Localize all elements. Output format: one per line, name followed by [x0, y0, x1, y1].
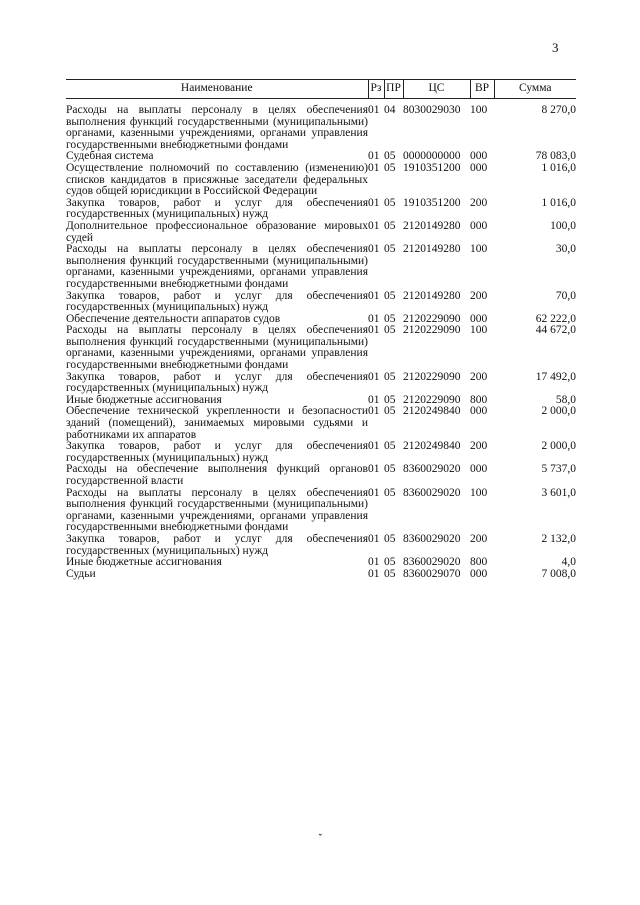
row-pr: 05	[384, 243, 396, 256]
table-row	[66, 221, 576, 244]
table-row	[66, 534, 576, 557]
row-pr: 05	[384, 556, 396, 569]
row-vr: 000	[470, 219, 488, 232]
budget-table	[66, 79, 576, 580]
row-name: Судебная система	[66, 150, 154, 163]
table-row	[66, 569, 576, 581]
row-cs: 0000000000	[403, 150, 461, 163]
row-vr: 800	[470, 556, 488, 569]
row-sum: 4,0	[561, 556, 576, 569]
row-vr: 000	[470, 567, 488, 580]
row-sum: 78 083,0	[535, 150, 576, 163]
row-cs: 2120229090	[403, 312, 461, 325]
row-cs: 2120149280	[403, 243, 461, 256]
row-rz: 01	[368, 405, 380, 418]
row-name: Расходы на выплаты персоналу в целях обеспечения выполнения функций государственными (муниципальными) органами, казенными учреждениями, органами управления государственными внебюджетными фондами	[66, 104, 368, 151]
row-cs: 8360029020	[403, 532, 461, 545]
row-vr: 000	[470, 312, 488, 325]
row-cs: 2120249840	[403, 405, 461, 418]
table-row	[66, 406, 576, 441]
row-name: Иные бюджетные ассигнования	[66, 556, 222, 569]
row-pr: 05	[384, 312, 396, 325]
row-rz: 01	[368, 370, 380, 383]
row-rz: 01	[368, 312, 380, 325]
row-pr: 05	[384, 532, 396, 545]
row-pr: 05	[384, 370, 396, 383]
row-name: Закупка товаров, работ и услуг для обеспечения государственных (муниципальных) нужд	[66, 370, 368, 395]
table-row	[66, 291, 576, 314]
row-sum: 8 270,0	[541, 104, 576, 116]
row-vr: 000	[470, 405, 488, 418]
row-pr: 05	[384, 486, 396, 499]
row-name: Обеспечение технической укрепленности и безопасности зданий (помещений), занимаемых мировыми судьями и работниками их аппаратов	[66, 405, 368, 441]
row-sum: 1 016,0	[541, 196, 576, 209]
header-vr: ВР	[470, 80, 494, 99]
row-cs: 2120229090	[403, 370, 461, 383]
row-pr: 05	[384, 324, 396, 337]
row-cs: 8360029020	[403, 463, 461, 476]
row-cs: 8360029070	[403, 567, 461, 580]
row-cs: 1910351200	[403, 196, 461, 209]
row-rz: 01	[368, 532, 380, 545]
table-row	[66, 488, 576, 534]
row-rz: 01	[368, 150, 380, 163]
row-name: Обеспечение деятельности аппаратов судов	[66, 312, 281, 325]
row-sum: 62 222,0	[535, 312, 576, 325]
row-vr: 000	[470, 150, 488, 163]
row-vr: 800	[470, 393, 488, 406]
row-pr: 05	[384, 405, 396, 418]
row-cs: 2120149280	[403, 289, 461, 302]
row-sum: 17 492,0	[535, 370, 576, 383]
row-pr: 05	[384, 463, 396, 476]
row-name: Закупка товаров, работ и услуг для обеспечения государственных (муниципальных) нужд	[66, 289, 368, 314]
row-pr: 05	[384, 219, 396, 232]
row-sum: 100,0	[550, 219, 576, 232]
row-pr: 05	[384, 196, 396, 209]
row-sum: 2 000,0	[541, 440, 576, 453]
row-name: Иные бюджетные ассигнования	[66, 393, 222, 406]
row-cs: 2120249840	[403, 440, 461, 453]
row-vr: 100	[470, 104, 488, 116]
row-pr: 05	[384, 393, 396, 406]
row-name: Осуществление полномочий по составлению (изменению) списков кандидатов в присяжные заседатели федеральных судов общей юрисдикции в Российской Федерации	[66, 161, 368, 198]
header-cs: ЦС	[403, 80, 470, 99]
row-name: Расходы на выплаты персоналу в целях обеспечения выполнения функций государственными (муниципальными) органами, казенными учреждениями, органами управления государственными внебюджетными фондами	[66, 324, 368, 372]
row-rz: 01	[368, 161, 380, 174]
row-rz: 01	[368, 486, 380, 499]
table-row	[66, 464, 576, 487]
row-rz: 01	[368, 556, 380, 569]
row-vr: 200	[470, 370, 488, 383]
row-sum: 58,0	[555, 393, 576, 406]
row-cs: 8360029020	[403, 556, 461, 569]
row-rz: 01	[368, 324, 380, 337]
row-cs: 2120229090	[403, 324, 461, 337]
row-sum: 5 737,0	[541, 463, 576, 476]
row-name: Дополнительное профессиональное образование мировых судей	[66, 219, 368, 244]
table-row	[66, 198, 576, 221]
row-vr: 200	[470, 196, 488, 209]
scan-mark: ˯	[318, 822, 323, 837]
row-cs: 2120149280	[403, 219, 461, 232]
row-sum: 7 008,0	[541, 567, 576, 580]
row-cs: 8360029020	[403, 486, 461, 499]
row-cs: 1910351200	[403, 161, 461, 174]
row-name: Закупка товаров, работ и услуг для обеспечения государственных (муниципальных) нужд	[66, 196, 368, 221]
row-name: Расходы на выплаты персоналу в целях обеспечения выполнения функций государственными (муниципальными) органами, казенными учреждениями, органами управления государственными внебюджетными фондами	[66, 486, 368, 534]
row-sum: 3 601,0	[541, 486, 576, 499]
table-row	[66, 441, 576, 464]
row-vr: 200	[470, 532, 488, 545]
row-rz: 01	[368, 393, 380, 406]
table-row	[66, 325, 576, 371]
row-rz: 01	[368, 219, 380, 232]
row-sum: 1 016,0	[541, 161, 576, 174]
row-name: Судьи	[66, 567, 96, 580]
table-body	[66, 99, 576, 581]
row-pr: 05	[384, 150, 396, 163]
header-sum: Сумма	[494, 80, 576, 99]
row-cs: 8030029030	[403, 104, 461, 116]
row-rz: 01	[368, 243, 380, 256]
row-pr: 05	[384, 289, 396, 302]
row-cs: 2120229090	[403, 393, 461, 406]
row-vr: 200	[470, 289, 488, 302]
row-vr: 200	[470, 440, 488, 453]
row-name: Расходы на обеспечение выполнения функций органов государственной власти	[66, 463, 368, 487]
page-number: 3	[552, 40, 559, 55]
row-vr: 100	[470, 324, 488, 337]
row-pr: 05	[384, 440, 396, 453]
table-header	[66, 80, 576, 99]
header-pr: ПР	[384, 80, 403, 99]
row-name: Расходы на выплаты персоналу в целях обеспечения выполнения функций государственными (муниципальными) органами, казенными учреждениями, органами управления государственными внебюджетными фондами	[66, 243, 368, 290]
row-sum: 2 000,0	[541, 405, 576, 418]
row-sum: 2 132,0	[541, 532, 576, 545]
row-vr: 000	[470, 463, 488, 476]
row-name: Закупка товаров, работ и услуг для обеспечения государственных (муниципальных) нужд	[66, 440, 368, 464]
row-rz: 01	[368, 440, 380, 453]
row-pr: 05	[384, 161, 396, 174]
row-vr: 100	[470, 486, 488, 499]
table-row	[66, 244, 576, 290]
row-sum: 70,0	[555, 289, 576, 302]
header-rz: Рз	[368, 80, 384, 99]
table-row	[66, 163, 576, 198]
header-name: Наименование	[66, 80, 368, 99]
row-pr: 05	[384, 567, 396, 580]
table-row	[66, 105, 576, 151]
row-rz: 01	[368, 567, 380, 580]
table-row	[66, 372, 576, 395]
row-rz: 01	[368, 104, 380, 116]
row-rz: 01	[368, 196, 380, 209]
row-name: Закупка товаров, работ и услуг для обеспечения государственных (муниципальных) нужд	[66, 532, 368, 557]
row-rz: 01	[368, 289, 380, 302]
row-vr: 000	[470, 161, 488, 174]
row-pr: 04	[384, 104, 396, 116]
row-rz: 01	[368, 463, 380, 476]
row-vr: 100	[470, 243, 488, 256]
row-sum: 30,0	[555, 243, 576, 256]
row-sum: 44 672,0	[535, 324, 576, 337]
table-row	[66, 557, 576, 569]
